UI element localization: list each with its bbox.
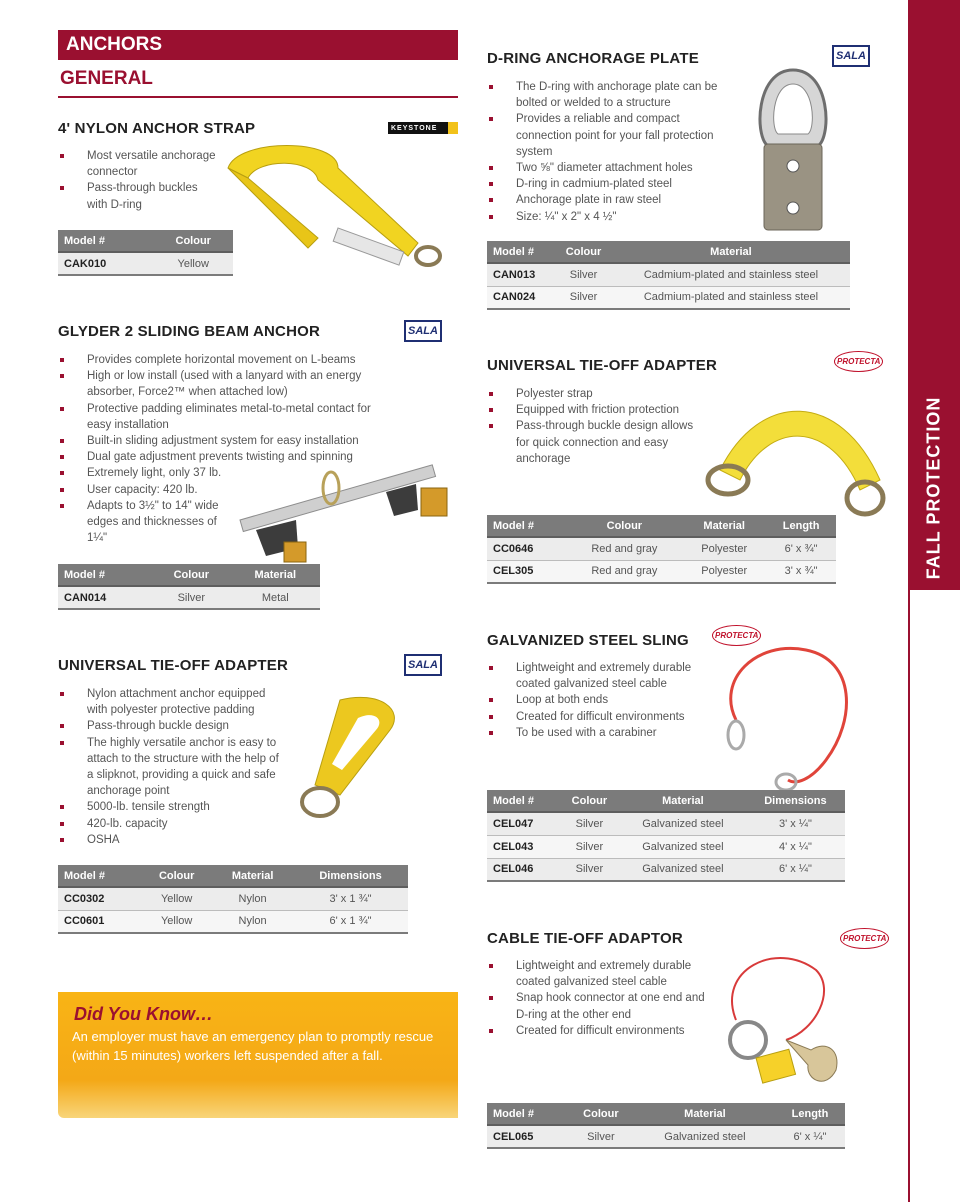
list-item: Protective padding eliminates metal-to-metal contact for easy installation <box>58 401 388 433</box>
column-header: Material <box>620 790 746 812</box>
glyder-image <box>236 460 460 570</box>
list-item: Created for difficult environments <box>487 1023 717 1039</box>
table-cell: Nylon <box>212 887 293 910</box>
table-cell: Silver <box>555 286 612 309</box>
nylon-strap-title: 4' NYLON ANCHOR STRAP <box>58 120 256 137</box>
column-header: Length <box>766 515 836 537</box>
tieoff-left-title: UNIVERSAL TIE-OFF ADAPTER <box>58 657 289 674</box>
list-item: Loop at both ends <box>487 692 717 708</box>
table-cell: Polyester <box>682 560 766 583</box>
table-cell: Yellow <box>141 887 212 910</box>
column-header: Model # <box>487 790 559 812</box>
table-header-row <box>487 790 845 812</box>
table-cell: CEL047 <box>487 812 559 835</box>
keystone-logo <box>388 122 458 134</box>
list-item: Provides complete horizontal movement on L-beams <box>58 352 388 368</box>
table-row <box>58 887 408 910</box>
column-header: Dimensions <box>293 865 408 887</box>
list-item: Two ⅝" diameter attachment holes <box>487 160 727 176</box>
table-cell: Galvanized steel <box>620 812 746 835</box>
column-header: Colour <box>559 790 620 812</box>
glyder-title: GLYDER 2 SLIDING BEAM ANCHOR <box>58 323 321 340</box>
table-row <box>487 537 836 560</box>
column-header: Model # <box>58 564 152 586</box>
list-item: Pass-through buckle design <box>58 718 280 734</box>
dring-bullets <box>487 79 727 225</box>
table-header-row <box>487 241 850 263</box>
column-header: Colour <box>567 1103 635 1125</box>
list-item: Nylon attachment anchor equipped with polyester protective padding <box>58 686 280 718</box>
nylon-strap-image <box>218 138 448 268</box>
dring-table <box>487 241 850 310</box>
column-header: Material <box>635 1103 775 1125</box>
tieoff-right-image <box>700 380 900 530</box>
protecta-logo: PROTECTA <box>712 625 761 646</box>
cable-bullets <box>487 958 717 1039</box>
protecta-logo: PROTECTA <box>840 928 889 949</box>
tieoff-left-table <box>58 865 408 934</box>
sling-table <box>487 790 845 882</box>
list-item: 5000-lb. tensile strength <box>58 799 280 815</box>
table-row <box>487 1125 845 1148</box>
column-header: Length <box>775 1103 845 1125</box>
table-header-row <box>487 1103 845 1125</box>
did-you-know-body: An employer must have an emergency plan to promptly rescue (within 15 minutes) workers left suspended after a fall. <box>72 1029 434 1063</box>
column-header: Colour <box>152 564 230 586</box>
list-item: Extremely light, only 37 lb. <box>58 465 388 481</box>
list-item: Size: ¼" x 2" x 4 ½" <box>487 209 727 225</box>
column-header: Model # <box>487 515 567 537</box>
list-item: OSHA <box>58 832 280 848</box>
cable-table <box>487 1103 845 1149</box>
column-header: Colour <box>567 515 683 537</box>
table-cell: Galvanized steel <box>620 858 746 881</box>
table-cell: 3' x ¾" <box>766 560 836 583</box>
cable-title: CABLE TIE-OFF ADAPTOR <box>487 930 683 947</box>
column-header: Material <box>682 515 766 537</box>
table-cell: Red and gray <box>567 560 683 583</box>
sala-logo: SALA <box>832 45 870 67</box>
table-row <box>487 858 845 881</box>
table-cell: 3' x ¼" <box>746 812 845 835</box>
subcategory-header: GENERAL <box>58 68 458 98</box>
table-row <box>58 252 233 275</box>
column-header: Colour <box>555 241 612 263</box>
table-header-row <box>58 865 408 887</box>
column-header: Material <box>231 564 320 586</box>
column-header: Colour <box>153 230 233 252</box>
table-header-row <box>487 515 836 537</box>
list-item: Polyester strap <box>487 386 707 402</box>
sala-logo: SALA <box>404 654 442 676</box>
sling-bullets <box>487 660 717 741</box>
sling-image <box>716 640 856 796</box>
column-header: Model # <box>58 230 153 252</box>
list-item: Lightweight and extremely durable coated galvanized steel cable <box>487 958 717 990</box>
column-header: Model # <box>487 1103 567 1125</box>
table-row <box>487 835 845 858</box>
did-you-know-callout <box>58 992 458 1118</box>
list-item: Snap hook connector at one end and D-ring at the other end <box>487 990 717 1022</box>
table-cell: Cadmium-plated and stainless steel <box>612 286 850 309</box>
list-item: Equipped with friction protection <box>487 402 707 418</box>
nylon-strap-bullets <box>58 148 218 213</box>
tieoff-right-bullets <box>487 386 707 467</box>
sala-logo: SALA <box>404 320 442 342</box>
dring-image <box>748 66 838 234</box>
table-cell: CAN014 <box>58 586 152 609</box>
table-cell: 6' x 1 ¾" <box>293 910 408 933</box>
table-cell: Galvanized steel <box>635 1125 775 1148</box>
table-cell: CAK010 <box>58 252 153 275</box>
column-header: Model # <box>58 865 141 887</box>
table-cell: Nylon <box>212 910 293 933</box>
column-header: Colour <box>141 865 212 887</box>
table-cell: 6' x ¼" <box>775 1125 845 1148</box>
table-cell: 4' x ¼" <box>746 835 845 858</box>
table-header-row <box>58 230 233 252</box>
tieoff-right-table <box>487 515 836 584</box>
cable-image <box>716 940 856 1100</box>
table-cell: Silver <box>555 263 612 286</box>
list-item: 420-lb. capacity <box>58 816 280 832</box>
table-cell: 3' x 1 ¾" <box>293 887 408 910</box>
table-cell: Silver <box>559 835 620 858</box>
table-cell: CC0601 <box>58 910 141 933</box>
tieoff-left-bullets <box>58 686 280 848</box>
nylon-strap-table <box>58 230 233 276</box>
list-item: Built-in sliding adjustment system for easy installation <box>58 433 388 449</box>
list-item: High or low install (used with a lanyard with an energy absorber, Force2™ when attached low) <box>58 368 388 400</box>
list-item: To be used with a carabiner <box>487 725 717 741</box>
table-cell: 6' x ¾" <box>766 537 836 560</box>
table-row <box>487 286 850 309</box>
table-cell: Yellow <box>153 252 233 275</box>
tieoff-right-title: UNIVERSAL TIE-OFF ADAPTER <box>487 357 718 374</box>
list-item: Pass-through buckle design allows for quick connection and easy anchorage <box>487 418 707 467</box>
table-cell: Red and gray <box>567 537 683 560</box>
table-cell: 6' x ¼" <box>746 858 845 881</box>
table-cell: Silver <box>559 812 620 835</box>
glyder-table <box>58 564 320 610</box>
table-cell: CEL305 <box>487 560 567 583</box>
side-tab <box>908 0 960 1202</box>
side-tab-label: FALL PROTECTION <box>923 396 944 580</box>
table-row <box>487 812 845 835</box>
list-item: User capacity: 420 lb. <box>58 482 388 498</box>
list-item: Provides a reliable and compact connection point for your fall protection system <box>487 111 727 160</box>
logo-wordmark: KEYSTONE <box>391 125 438 132</box>
list-item: Adapts to 3½" to 14" wide edges and thicknesses of 1¼" <box>58 498 238 547</box>
list-item: D-ring in cadmium-plated steel <box>487 176 727 192</box>
table-cell: Silver <box>559 858 620 881</box>
table-cell: CAN024 <box>487 286 555 309</box>
list-item: Created for difficult environments <box>487 709 717 725</box>
table-cell: CC0302 <box>58 887 141 910</box>
table-cell: CEL065 <box>487 1125 567 1148</box>
table-cell: Metal <box>231 586 320 609</box>
column-header: Material <box>612 241 850 263</box>
table-row <box>58 910 408 933</box>
table-cell: Yellow <box>141 910 212 933</box>
table-cell: CAN013 <box>487 263 555 286</box>
list-item: The highly versatile anchor is easy to attach to the structure with the help of a slipknot, providing a quick and safe anchorage point <box>58 735 280 800</box>
sling-title: GALVANIZED STEEL SLING <box>487 632 689 649</box>
dring-title: D-RING ANCHORAGE PLATE <box>487 50 699 67</box>
list-item: Pass-through buckles with D-ring <box>58 180 218 212</box>
table-header-row <box>58 564 320 586</box>
column-header: Dimensions <box>746 790 845 812</box>
column-header: Material <box>212 865 293 887</box>
table-cell: CEL043 <box>487 835 559 858</box>
table-row <box>487 263 850 286</box>
list-item: Lightweight and extremely durable coated galvanized steel cable <box>487 660 717 692</box>
list-item: The D-ring with anchorage plate can be bolted or welded to a structure <box>487 79 727 111</box>
table-cell: Polyester <box>682 537 766 560</box>
table-row <box>487 560 836 583</box>
table-cell: CC0646 <box>487 537 567 560</box>
table-row <box>58 586 320 609</box>
table-cell: CEL046 <box>487 858 559 881</box>
table-cell: Silver <box>152 586 230 609</box>
tieoff-left-image <box>280 690 420 830</box>
protecta-logo: PROTECTA <box>834 351 883 372</box>
list-item: Anchorage plate in raw steel <box>487 192 727 208</box>
table-cell: Galvanized steel <box>620 835 746 858</box>
column-header: Model # <box>487 241 555 263</box>
list-item: Most versatile anchorage connector <box>58 148 218 180</box>
list-item: Dual gate adjustment prevents twisting and spinning <box>58 449 388 465</box>
did-you-know-title: Did You Know… <box>74 1004 213 1024</box>
category-header: ANCHORS <box>58 30 458 60</box>
table-cell: Cadmium-plated and stainless steel <box>612 263 850 286</box>
table-cell: Silver <box>567 1125 635 1148</box>
